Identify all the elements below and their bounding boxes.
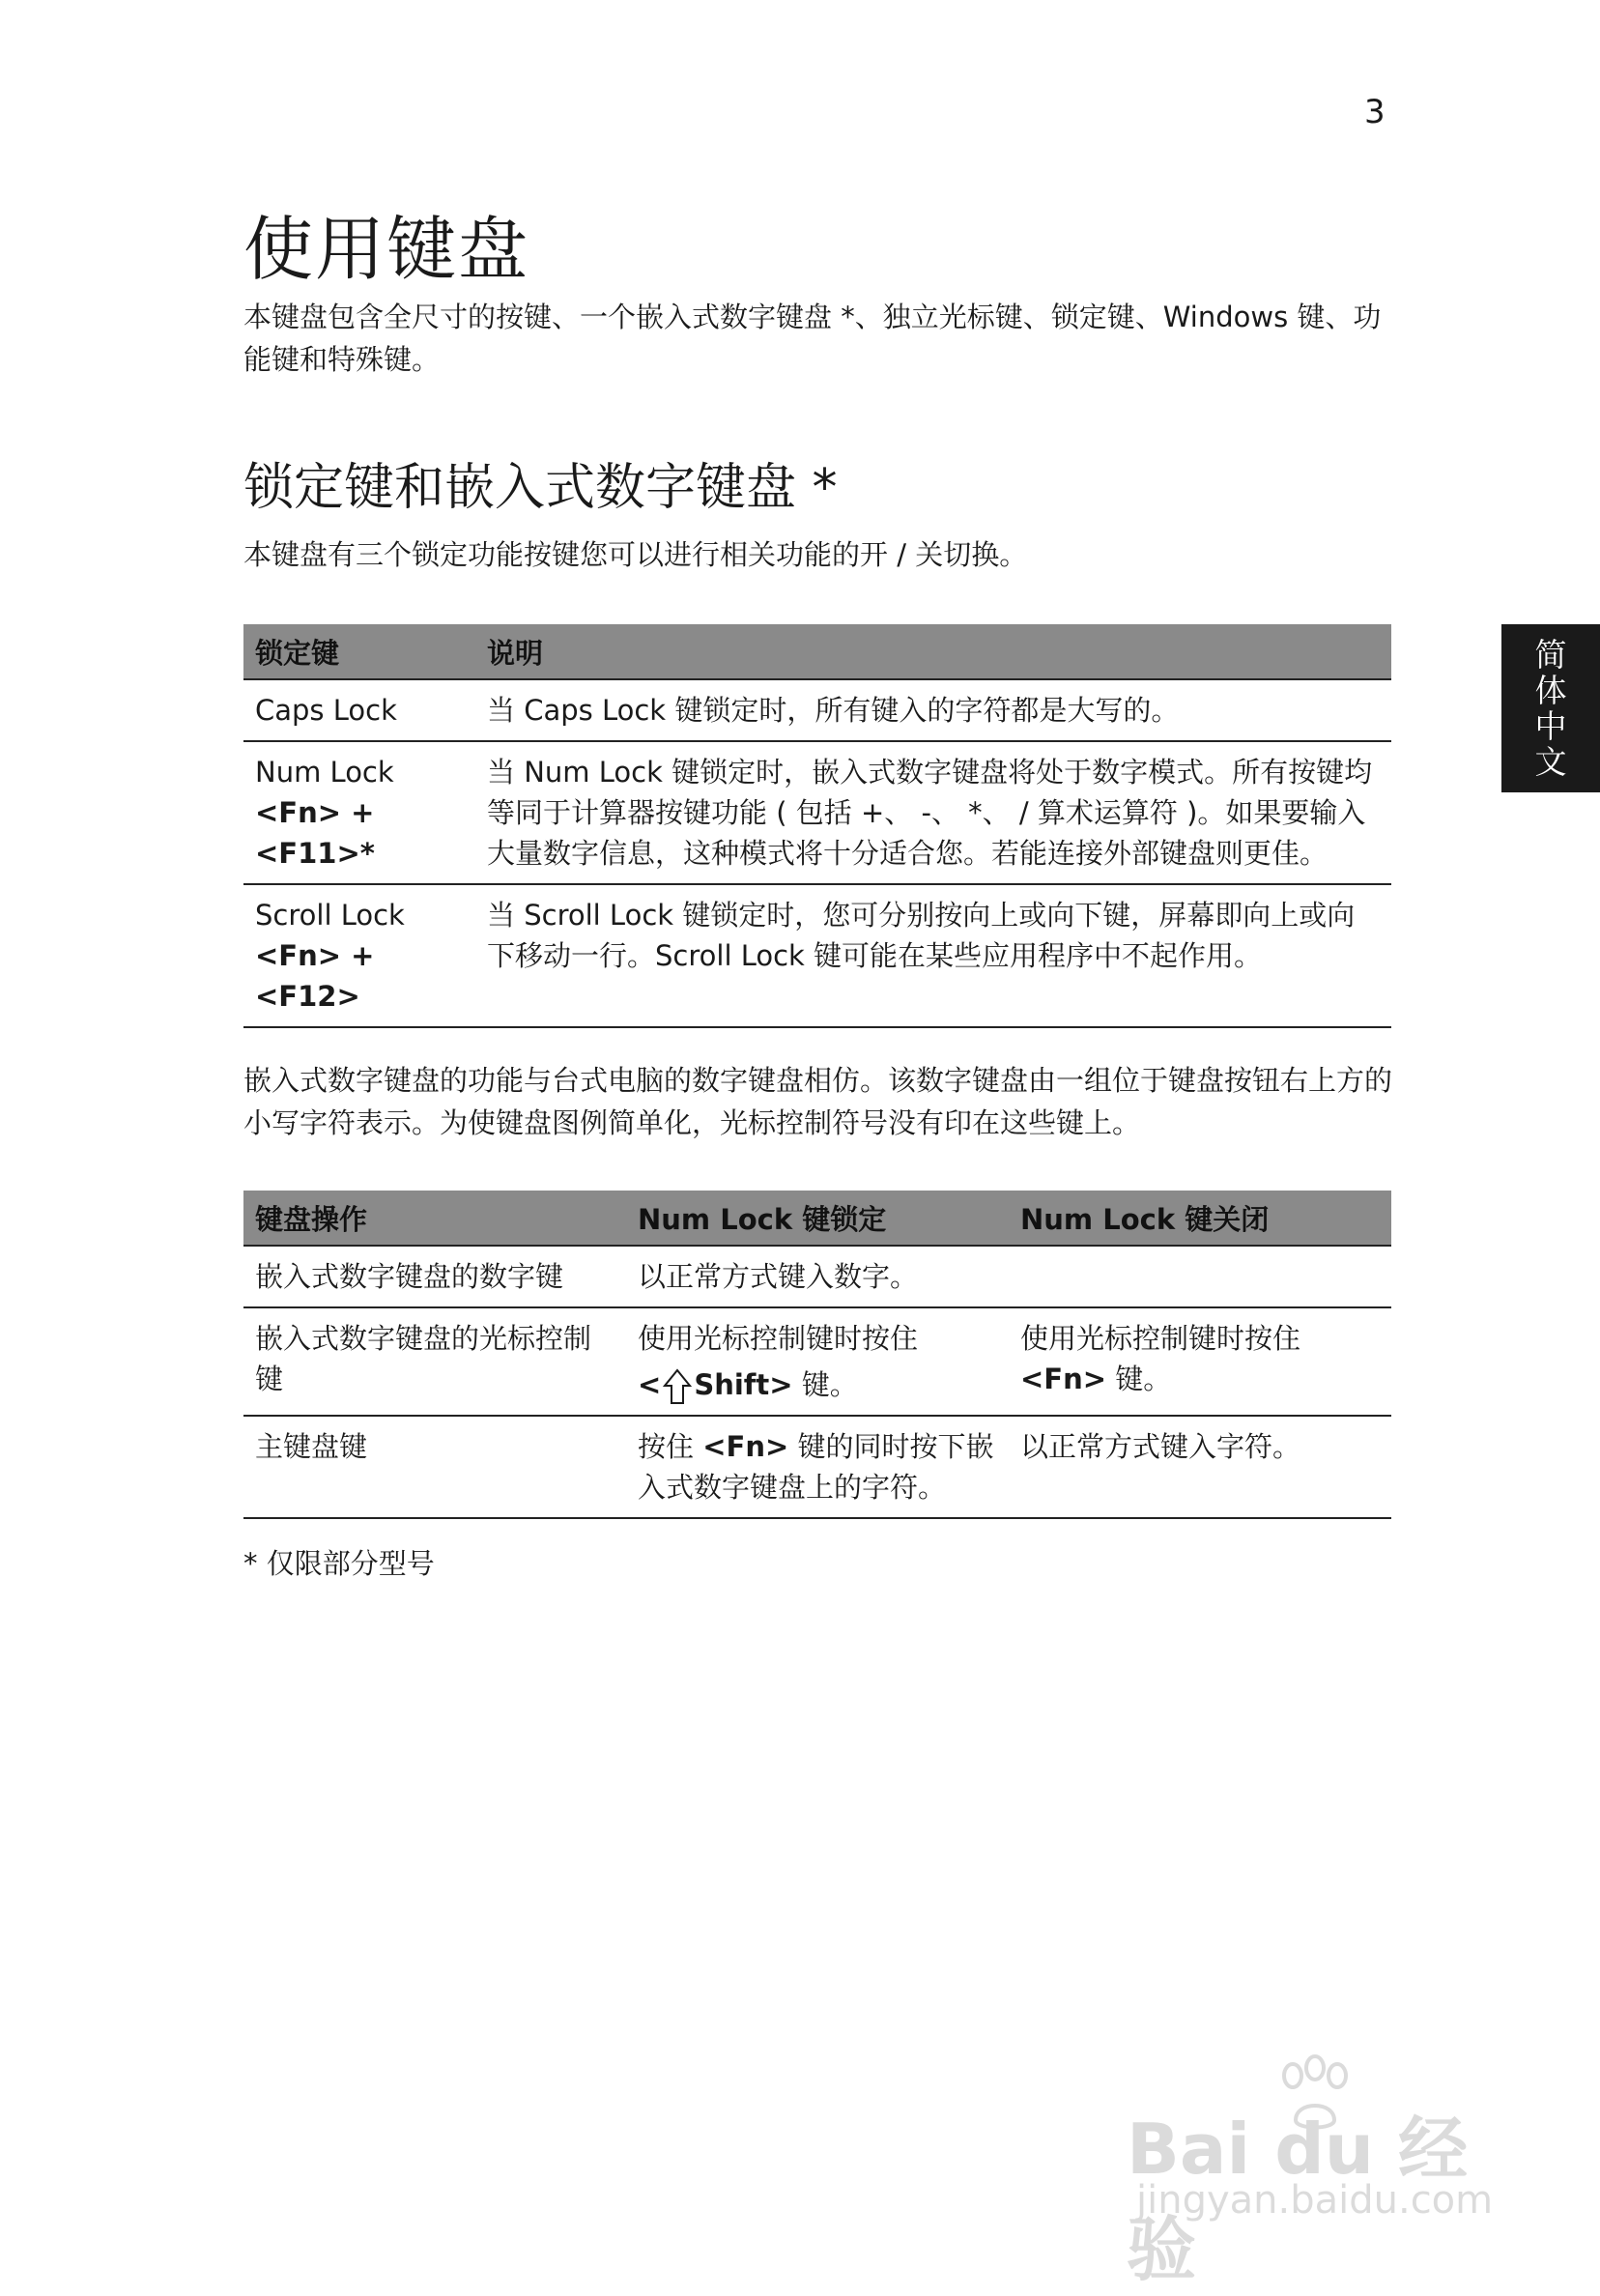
language-side-tab xyxy=(1501,624,1600,792)
side-tab-char: 简 xyxy=(1534,636,1567,674)
side-tab-char: 中 xyxy=(1534,707,1567,745)
fn-suffix: 键。 xyxy=(1106,1363,1172,1395)
lock-key-shortcut: <Fn> + <F12> xyxy=(255,939,375,1013)
header-numlock-off: Num Lock 键关闭 xyxy=(1009,1191,1391,1246)
shift-key-label: Shift> xyxy=(694,1368,793,1401)
numlock-off-text: 使用光标控制键时按住 xyxy=(1020,1322,1301,1355)
lock-key-name: Scroll Lock xyxy=(255,899,405,932)
shift-instruction xyxy=(638,1364,997,1405)
footnote: * 仅限部分型号 xyxy=(243,1547,435,1580)
section-intro: 本键盘有三个锁定功能按键您可以进行相关功能的开 / 关切换。 xyxy=(243,538,1028,571)
lock-key-shortcut: <Fn> + <F11>* xyxy=(255,796,375,870)
table-row xyxy=(243,884,1391,1027)
table-header-row xyxy=(243,1191,1391,1246)
lock-desc-cell: 当 Caps Lock 键锁定时，所有键入的字符都是大写的。 xyxy=(475,679,1391,741)
operation-cell: 主键盘键 xyxy=(243,1416,626,1518)
table-row xyxy=(243,741,1391,884)
table-row xyxy=(243,679,1391,741)
watermark-url: jingyan.baidu.com xyxy=(1136,2178,1494,2223)
header-description: 说明 xyxy=(475,624,1391,679)
numlock-on-cell xyxy=(626,1307,1009,1416)
table-row xyxy=(243,1246,1391,1307)
lock-key-name: Num Lock xyxy=(255,756,394,789)
lock-key-cell xyxy=(243,884,475,1027)
lock-key-cell xyxy=(243,741,475,884)
header-lock-key: 锁定键 xyxy=(243,624,475,679)
watermark-logo: Bai du 经验 xyxy=(1127,2109,1469,2290)
shift-lt: < xyxy=(638,1368,662,1401)
numlock-off-cell: 以正常方式键入字符。 xyxy=(1009,1416,1391,1518)
lock-key-cell xyxy=(243,679,475,741)
table-row xyxy=(243,1416,1391,1518)
numlock-on-text: 使用光标控制键时按住 xyxy=(638,1322,919,1355)
intro-paragraph: 本键盘包含全尺寸的按键、一个嵌入式数字键盘 *、独立光标键、锁定键、Windows 键、功能键和特殊键。 xyxy=(243,301,1382,376)
lock-desc-cell: 当 Num Lock 键锁定时，嵌入式数字键盘将处于数字模式。所有按键均等同于计算器按键功能 ( 包括 +、 -、 *、 / 算术运算符 )。如果要输入大量数字信息，这种模式将十分适合您。若能连接外部键盘则更佳。 xyxy=(475,741,1391,884)
header-operation: 键盘操作 xyxy=(243,1191,626,1246)
baidu-watermark xyxy=(1127,2054,1513,2290)
page-title: 使用键盘 xyxy=(243,209,530,290)
lock-keys-table xyxy=(243,624,1391,1028)
shift-suffix: 键。 xyxy=(792,1368,858,1401)
numlock-on-cell: 以正常方式键入数字。 xyxy=(626,1246,1009,1307)
on-suffix: 键的同时按下嵌入式数字键盘上的字符。 xyxy=(638,1430,994,1504)
numlock-on-cell xyxy=(626,1416,1009,1518)
shift-arrow-icon xyxy=(663,1368,692,1405)
keypad-operation-table xyxy=(243,1191,1391,1519)
fn-key-label: <Fn> xyxy=(1020,1363,1107,1395)
numlock-off-cell xyxy=(1009,1307,1391,1416)
table-row xyxy=(243,1307,1391,1416)
lock-key-name: Caps Lock xyxy=(255,694,397,727)
header-numlock-on: Num Lock 键锁定 xyxy=(626,1191,1009,1246)
side-tab-char: 体 xyxy=(1534,672,1567,709)
keypad-paragraph: 嵌入式数字键盘的功能与台式电脑的数字键盘相仿。该数字键盘由一组位于键盘按钮右上方的小写字符表示。为使键盘图例简单化，光标控制符号没有印在这些键上。 xyxy=(243,1064,1393,1139)
operation-cell: 嵌入式数字键盘的数字键 xyxy=(243,1246,626,1307)
numlock-off-cell xyxy=(1009,1246,1391,1307)
page-number: 3 xyxy=(1364,93,1386,131)
fn-key-label: <Fn> xyxy=(702,1430,789,1463)
side-tab-char: 文 xyxy=(1534,743,1567,781)
section-title: 锁定键和嵌入式数字键盘 * xyxy=(243,459,838,517)
table-header-row xyxy=(243,624,1391,679)
lock-desc-cell: 当 Scroll Lock 键锁定时，您可分别按向上或向下键，屏幕即向上或向下移动一行。Scroll Lock 键可能在某些应用程序中不起作用。 xyxy=(475,884,1391,1027)
operation-cell: 嵌入式数字键盘的光标控制键 xyxy=(243,1307,626,1416)
on-prefix: 按住 xyxy=(638,1430,703,1463)
